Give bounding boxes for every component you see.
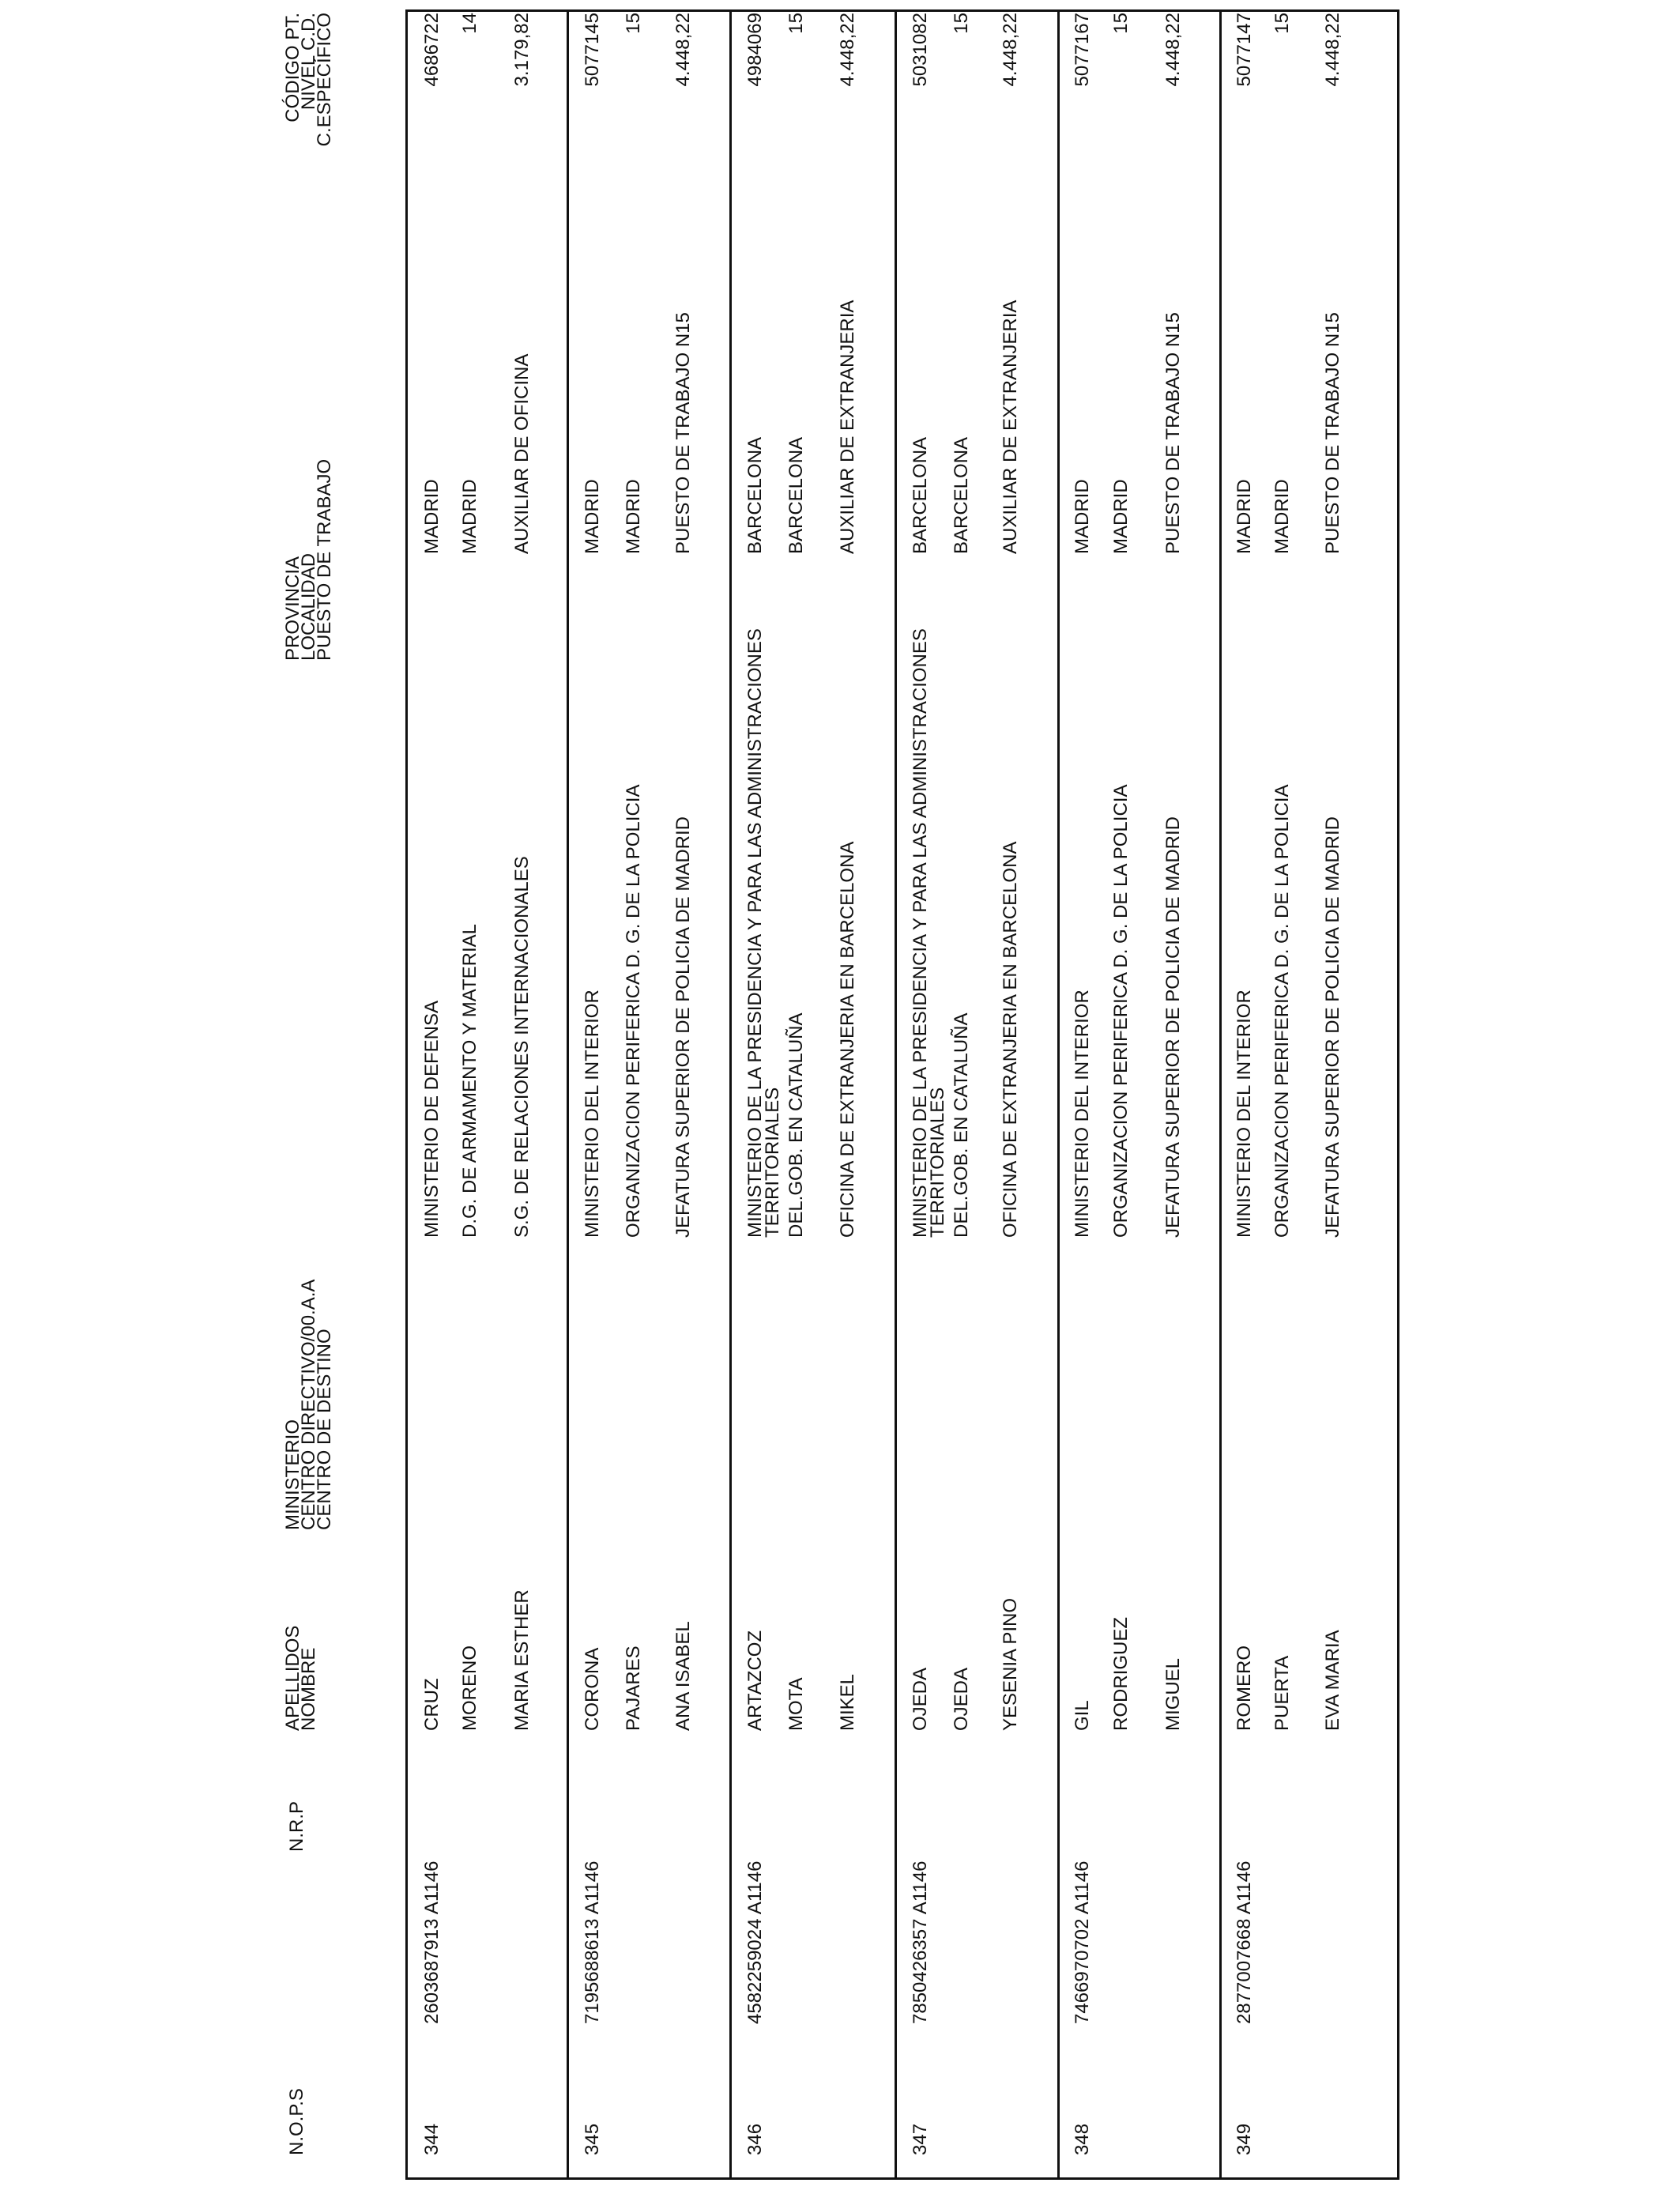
record-c-especifico: 4.448,22 (672, 13, 694, 87)
record-ministerio: MINISTERIO DE LA PRESIDENCIA Y PARA LAS ADMINISTRACIONES (910, 628, 931, 1238)
record-ministerio-continued: TERRITORIALES (927, 1087, 948, 1238)
record-centro-destino: JEFATURA SUPERIOR DE POLICIA DE MADRID (1162, 816, 1184, 1238)
record-codigo-pt: 5077147 (1234, 13, 1255, 87)
record-given-name: MARIA ESTHER (511, 1589, 533, 1731)
record-surname-1: ARTAZCOZ (744, 1630, 766, 1731)
record-given-name: ANA ISABEL (672, 1621, 694, 1731)
record-centro-destino: JEFATURA SUPERIOR DE POLICIA DE MADRID (1322, 816, 1343, 1238)
record-codigo-pt: 5077167 (1072, 13, 1093, 87)
record-nivel-cd: 15 (623, 13, 644, 34)
record-centro-destino: OFICINA DE EXTRANJERIA EN BARCELONA (837, 841, 858, 1238)
record-number: 349 (1234, 2123, 1255, 2155)
record-number: 348 (1072, 2123, 1093, 2155)
record-surname-1: OJEDA (910, 1667, 931, 1731)
record-nrp: 7195688613 A1146 (582, 1860, 603, 2024)
record-c-especifico: 4.448,22 (1322, 13, 1343, 87)
record-given-name: YESENIA PINO (1000, 1597, 1021, 1731)
record-surname-2: MORENO (459, 1646, 480, 1731)
record-centro-directivo: D.G. DE ARMAMENTO Y MATERIAL (459, 924, 480, 1238)
record-surname-1: GIL (1072, 1700, 1093, 1731)
record-nivel-cd: 15 (785, 13, 807, 34)
header-ministerio-line: MINISTERIO (282, 1419, 303, 1530)
record-ministerio-continued: TERRITORIALES (762, 1087, 783, 1238)
record-centro-destino: JEFATURA SUPERIOR DE POLICIA DE MADRID (672, 816, 694, 1238)
record-surname-2: RODRIGUEZ (1110, 1617, 1132, 1731)
record-provincia: MADRID (582, 479, 603, 554)
record-c-especifico: 4.448,22 (837, 13, 858, 87)
record-provincia: BARCELONA (910, 436, 931, 554)
record-ministerio: MINISTERIO DE DEFENSA (421, 1000, 443, 1238)
header-apellidos-line: NOMBRE (298, 1647, 319, 1731)
record-localidad: MADRID (1271, 479, 1293, 554)
record-centro-directivo: DEL.GOB. EN CATALUÑA (951, 1012, 972, 1238)
record-number: 347 (910, 2123, 931, 2155)
record-nrp: 7850426357 A1146 (910, 1860, 931, 2024)
row-divider (1219, 9, 1222, 2180)
record-provincia: MADRID (421, 479, 443, 554)
record-surname-2: MOTA (785, 1677, 807, 1731)
header-codigo-line: CÓDIGO PT. (282, 13, 303, 123)
header-provincia-line: LOCALIDAD (298, 552, 319, 661)
record-centro-directivo: DEL.GOB. EN CATALUÑA (785, 1012, 807, 1238)
record-nivel-cd: 15 (1110, 13, 1132, 34)
record-surname-1: CRUZ (421, 1678, 443, 1731)
record-centro-directivo: ORGANIZACION PERIFERICA D. G. DE LA POLICIA (1271, 784, 1293, 1238)
header-ministerio-line: CENTRO DIRECTIVO/00.A.A (298, 1279, 319, 1530)
record-nivel-cd: 14 (459, 13, 480, 34)
record-codigo-pt: 4984069 (744, 13, 766, 87)
record-ministerio: MINISTERIO DE LA PRESIDENCIA Y PARA LAS ADMINISTRACIONES (744, 628, 766, 1238)
record-c-especifico: 4.448,22 (1162, 13, 1184, 87)
record-puesto: PUESTO DE TRABAJO N15 (672, 312, 694, 554)
record-nrp: 4582259024 A1146 (744, 1860, 766, 2024)
record-given-name: MIGUEL (1162, 1657, 1184, 1731)
record-ministerio: MINISTERIO DEL INTERIOR (582, 990, 603, 1238)
row-divider (729, 9, 732, 2180)
record-provincia: BARCELONA (744, 436, 766, 554)
record-surname-1: ROMERO (1234, 1646, 1255, 1731)
record-centro-destino: OFICINA DE EXTRANJERIA EN BARCELONA (1000, 841, 1021, 1238)
record-puesto: AUXILIAR DE OFICINA (511, 353, 533, 554)
record-surname-2: PAJARES (623, 1646, 644, 1731)
record-ministerio: MINISTERIO DEL INTERIOR (1234, 990, 1255, 1238)
record-number: 345 (582, 2123, 603, 2155)
record-ministerio: MINISTERIO DEL INTERIOR (1072, 990, 1093, 1238)
record-nivel-cd: 15 (951, 13, 972, 34)
header-ministerio-line: CENTRO DE DESTINO (314, 1329, 335, 1530)
record-localidad: MADRID (1110, 479, 1132, 554)
header-provincia-line: PROVINCIA (282, 556, 303, 661)
record-puesto: AUXILIAR DE EXTRANJERIA (837, 300, 858, 554)
header-nrp: N.R.P (286, 1800, 307, 1852)
header-provincia-line: PUESTO DE TRABAJO (314, 458, 335, 661)
record-nrp: 7466970702 A1146 (1072, 1860, 1093, 2024)
record-provincia: MADRID (1234, 479, 1255, 554)
record-nivel-cd: 15 (1271, 13, 1293, 34)
header-codigo-line: NIVEL C.D. (298, 13, 319, 111)
record-centro-destino: S.G. DE RELACIONES INTERNACIONALES (511, 856, 533, 1238)
record-given-name: EVA MARIA (1322, 1630, 1343, 1731)
record-puesto: AUXILIAR DE EXTRANJERIA (1000, 300, 1021, 554)
record-c-especifico: 4.448,22 (1000, 13, 1021, 87)
record-localidad: MADRID (623, 479, 644, 554)
record-codigo-pt: 4686722 (421, 13, 443, 87)
record-localidad: BARCELONA (951, 436, 972, 554)
record-number: 346 (744, 2123, 766, 2155)
header-ministerio (282, 1279, 335, 1530)
record-nrp: 2877007668 A1146 (1234, 1860, 1255, 2024)
record-surname-2: PUERTA (1271, 1655, 1293, 1731)
record-surname-1: CORONA (582, 1647, 603, 1731)
record-localidad: BARCELONA (785, 436, 807, 554)
header-apellidos-line: APELLIDOS (282, 1625, 303, 1731)
record-codigo-pt: 5077145 (582, 13, 603, 87)
header-apellidos (282, 1625, 319, 1731)
record-nrp: 2603687913 A1146 (421, 1860, 443, 2024)
record-centro-directivo: ORGANIZACION PERIFERICA D. G. DE LA POLICIA (1110, 784, 1132, 1238)
header-codigo (282, 13, 335, 202)
row-divider (895, 9, 897, 2180)
record-puesto: PUESTO DE TRABAJO N15 (1162, 312, 1184, 554)
record-localidad: MADRID (459, 479, 480, 554)
record-codigo-pt: 5031082 (910, 13, 931, 87)
row-divider (567, 9, 569, 2180)
record-surname-2: OJEDA (951, 1667, 972, 1731)
record-given-name: MIKEL (837, 1673, 858, 1731)
header-codigo-line: C.ESPECÍFICO (314, 13, 335, 147)
row-divider (1057, 9, 1060, 2180)
record-puesto: PUESTO DE TRABAJO N15 (1322, 312, 1343, 554)
record-centro-directivo: ORGANIZACION PERIFERICA D. G. DE LA POLICIA (623, 784, 644, 1238)
header-provincia (282, 458, 335, 661)
record-c-especifico: 3.179,82 (511, 13, 533, 87)
record-number: 344 (421, 2123, 443, 2155)
record-provincia: MADRID (1072, 479, 1093, 554)
header-nops: N.O.P.S (286, 2088, 307, 2155)
